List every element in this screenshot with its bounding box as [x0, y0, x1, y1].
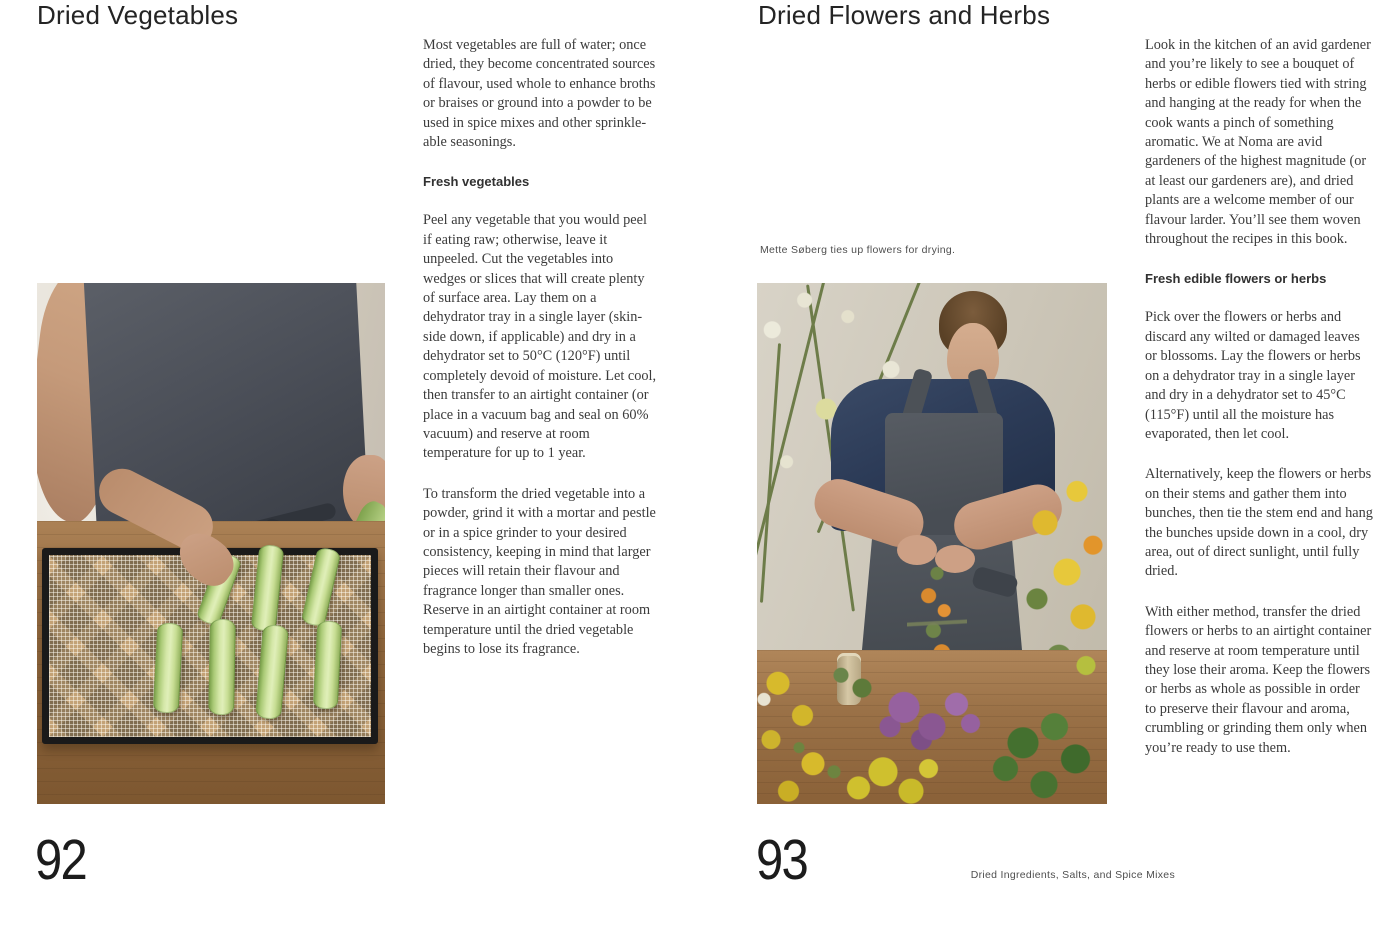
intro-paragraph: Look in the kitchen of an avid gardener and you’re likely to see a bouquet of herbs or edible flowers tied with string and hanging at the ready for when the cook wants a pinch of something aromatic. We at Noma are avid gardeners of the highest magnitude (or at least our gardeners are), and dried plants are a welcome member of our flavour larder. You’ll see them woven throughout the recipes in this book.	[1145, 37, 1371, 248]
cucumber-wedge	[313, 620, 343, 709]
intro-paragraph: Most vegetables are full of water; once dried, they become concentrated sources of flavour, used whole to enhance broths or braises or ground into a powder to be used in spice mixes and other sprinkle-able seasonings.	[423, 37, 656, 151]
right-page	[700, 0, 1400, 933]
cucumber-wedge	[208, 619, 236, 715]
page-title: Dried Flowers and Herbs	[758, 0, 1051, 30]
body-column	[423, 36, 659, 680]
page-number: 93	[756, 828, 808, 892]
body-paragraph: Peel any vegetable that you would peel if eating raw; otherwise, leave it unpeeled. Cut the vegetables into wedges or slices that will create plenty of surface area. Lay them on a dehydrator tray in a single layer (skin-side down, if applicable) and dry in a dehydrator set to 50°C (120°F) until completely devoid of moisture. Let cool, then transfer to an airtight container (or place in a vacuum bag and seal on 60% vacuum) and reserve at room temperature for up to 1 year.	[423, 212, 657, 462]
photo-dried-vegetables	[37, 283, 385, 804]
body-paragraph: Pick over the flowers or herbs and discard any wilted or damaged leaves or blossoms. Lay the flowers or herbs on a dehydrator tray in a single layer and dry in a dehydrator set to 45°C (115°F) until all the moisture has evaporated, then let cool.	[1145, 309, 1361, 442]
photo-caption: Mette Søberg ties up flowers for drying.	[760, 244, 956, 256]
photo-dried-flowers	[757, 283, 1107, 804]
body-paragraph: To transform the dried vegetable into a powder, grind it with a mortar and pestle or in a spice grinder to your desired consistency, keeping in mind that larger pieces will retain their flavour and fragrance longer than smaller ones. Reserve in an airtight container at room temperature until the dried vegetable begins to lose its fragrance.	[423, 485, 656, 657]
body-paragraph: Alternatively, keep the flowers or herbs on their stems and gather them into bunches, then tie the stem end and hang the bunches upside down in a cool, dry area, out of direct sunlight, until fully dried.	[1145, 466, 1373, 580]
cucumber-wedge	[153, 622, 184, 713]
table-flowers-and-herbs	[757, 643, 1107, 804]
running-footer: Dried Ingredients, Salts, and Spice Mixes	[970, 869, 1175, 881]
section-subhead: Fresh edible flowers or herbs	[1145, 271, 1327, 287]
page-title: Dried Vegetables	[37, 0, 239, 30]
section-subhead: Fresh vegetables	[423, 174, 530, 190]
body-paragraph: With either method, transfer the dried flowers or herbs to an airtight container and reserve at room temperature until they lose their aroma. Keep the flowers or herbs as whole as possible in order to preserve their flavour and aroma, crumbling or grinding them only when you’re ready to use them.	[1145, 603, 1372, 756]
body-column	[1145, 36, 1374, 779]
page-number: 92	[35, 828, 87, 892]
